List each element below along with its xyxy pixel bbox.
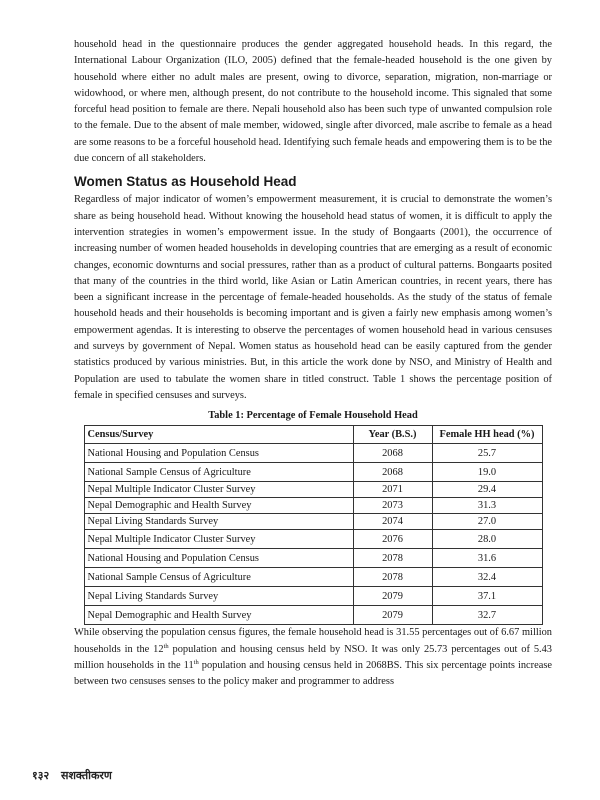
table-header-row <box>84 426 542 444</box>
cell-female-hh-percent: 32.4 <box>432 568 542 587</box>
table-row <box>84 482 542 498</box>
page-footer <box>32 768 120 783</box>
cell-census-survey: Nepal Demographic and Health Survey <box>84 498 353 514</box>
cell-census-survey: Nepal Living Standards Survey <box>84 514 353 530</box>
cell-year: 2078 <box>353 549 432 568</box>
cell-female-hh-percent: 27.0 <box>432 514 542 530</box>
cell-census-survey: National Housing and Population Census <box>84 444 353 463</box>
section-heading: Women Status as Household Head <box>74 174 297 190</box>
cell-female-hh-percent: 37.1 <box>432 587 542 606</box>
cell-year: 2071 <box>353 482 432 498</box>
table-row <box>84 514 542 530</box>
cell-year: 2074 <box>353 514 432 530</box>
table-caption: Table 1: Percentage of Female Household Head <box>208 410 418 422</box>
cell-year: 2078 <box>353 568 432 587</box>
female-household-head-table <box>84 425 543 625</box>
cell-census-survey: Nepal Multiple Indicator Cluster Survey <box>84 482 353 498</box>
cell-year: 2076 <box>353 530 432 549</box>
closing-text-1: While observing the population census figures, the female household head is 31.55 percentages out of 6.67 million households in the 12 <box>74 627 552 655</box>
closing-text-3: population and housing census held in 2068BS. This six percentage points increase between two censuses senses to the policy maker and programmer to address <box>74 659 552 688</box>
table-row <box>84 530 542 549</box>
closing-text-2: population and housing census held by NSO. It was only 25.73 percentages out of 5.43 million households in the 11 <box>74 643 552 671</box>
cell-year: 2079 <box>353 587 432 606</box>
table-row <box>84 549 542 568</box>
cell-year: 2068 <box>353 463 432 482</box>
journal-name: सशक्तीकरण <box>61 769 112 782</box>
cell-year: 2073 <box>353 498 432 514</box>
cell-female-hh-percent: 28.0 <box>432 530 542 549</box>
cell-census-survey: Nepal Living Standards Survey <box>84 587 353 606</box>
superscript-1: th <box>163 642 169 650</box>
cell-female-hh-percent: 19.0 <box>432 463 542 482</box>
table-row <box>84 444 542 463</box>
table-body <box>84 444 542 625</box>
document-page <box>74 37 552 690</box>
cell-female-hh-percent: 32.7 <box>432 606 542 625</box>
cell-female-hh-percent: 25.7 <box>432 444 542 463</box>
cell-female-hh-percent: 29.4 <box>432 482 542 498</box>
cell-census-survey: National Sample Census of Agriculture <box>84 463 353 482</box>
table-row <box>84 606 542 625</box>
table-row <box>84 587 542 606</box>
cell-census-survey: National Sample Census of Agriculture <box>84 568 353 587</box>
intro-paragraph: household head in the questionnaire produces the gender aggregated household heads. In this regard, the International Labour Organization (ILO, 2005) defined that the female-headed household is the one given by household where either no adult males are present, owing to divorce, separation, migration, non-marriage or widowhood, or where men, although present, do not contribute to the household income. This signaled that some forceful head position to female are there. Nepali household also has been such type of unwanted compulsion role to the female. Due to the absent of male member, widowed, single after divorced, male ascribe to female as a head are some reasons to be a forceful household head. Identifying such female heads and empowering them is to be the due concern of all stakeholders. <box>74 39 552 165</box>
cell-census-survey: Nepal Demographic and Health Survey <box>84 606 353 625</box>
column-header-census: Census/Survey <box>84 426 353 444</box>
cell-census-survey: Nepal Multiple Indicator Cluster Survey <box>84 530 353 549</box>
table-row <box>84 498 542 514</box>
column-header-year: Year (B.S.) <box>353 426 432 444</box>
cell-female-hh-percent: 31.6 <box>432 549 542 568</box>
table-row <box>84 568 542 587</box>
cell-year: 2079 <box>353 606 432 625</box>
superscript-2: th <box>193 658 199 666</box>
cell-census-survey: National Housing and Population Census <box>84 549 353 568</box>
page-number: १३२ <box>32 769 50 782</box>
table-row <box>84 463 542 482</box>
section-paragraph: Regardless of major indicator of women’s empowerment measurement, it is crucial to demonstrate the women’s share as being household head. Without knowing the household head status of women, it is difficult to apply the intervention strategies in women’s empowerment issue. In the study of Bongaarts (2001), the occurrence of increasing number of women headed households in developing countries that are emerging as a result of economic changes, economic downturns and social pressures, rather than as a product of cultural patterns. Bongaarts posited that many of the countries in the third world, like Asian or Latin American countries, in recent years, there has been a significant increase in the percentage of female-headed households. As the study of the status of female household heads and their households is becoming important and is given a fairly new emphasis among women’s empowerment agendas. It is interesting to observe the percentages of women household head in various censuses and surveys by government of Nepal. Women status as household head can be easily captured from the gender statistics produced by various ministries. But, in this article the work done by NSO, and Ministry of Health and Population are used to tabulate the women share in titled construct. Table 1 shows the percentage position of female in specified censuses and surveys. <box>74 194 552 401</box>
cell-year: 2068 <box>353 444 432 463</box>
cell-female-hh-percent: 31.3 <box>432 498 542 514</box>
closing-paragraph <box>74 625 552 690</box>
column-header-female-hh: Female HH head (%) <box>432 426 542 444</box>
